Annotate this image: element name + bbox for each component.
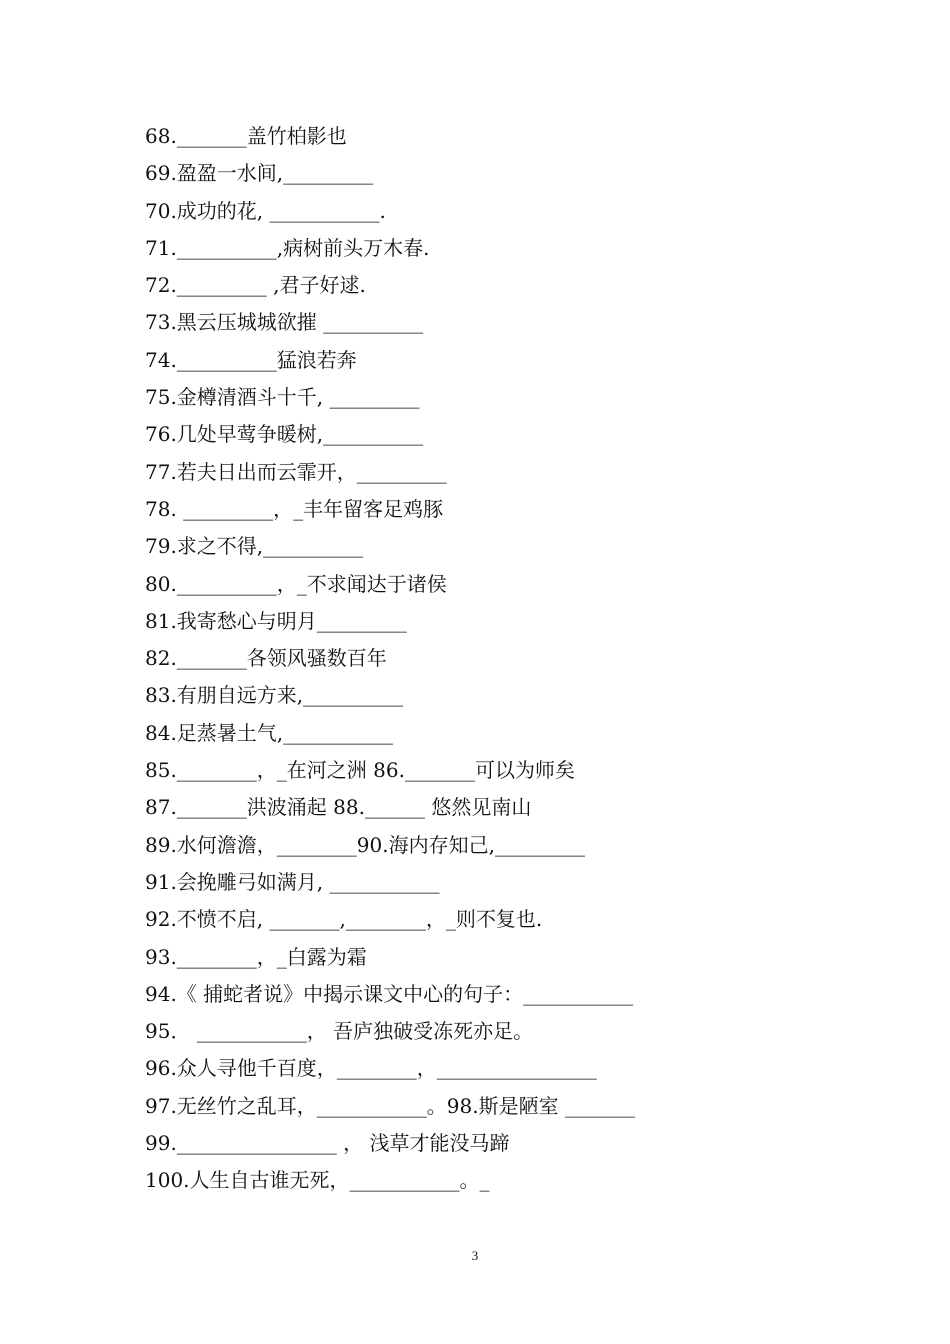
exercise-line: 74.__________猛浪若奔 — [145, 347, 357, 372]
exercise-line: 72._________ ,君子好逑. — [145, 273, 366, 298]
page-number: 3 — [471, 1248, 479, 1263]
exercise-line: 75.金樽清酒斗十千, _________ — [145, 385, 420, 410]
exercise-line: 82._______各领风骚数百年 — [145, 646, 387, 671]
exercise-line: 80.__________，_不求闻达于诸侯 — [145, 571, 447, 596]
exercise-line: 83.有朋自远方来,__________ — [145, 683, 404, 708]
exercise-line: 85.________，_在河之洲 86._______可以为师矣 — [145, 758, 575, 783]
exercise-line: 73.黑云压城城欲摧 __________ — [145, 310, 424, 335]
exercise-line: 99.________________ ， 浅草才能没马蹄 — [145, 1131, 510, 1156]
exercise-line: 95． ___________， 吾庐独破受冻死亦足。 — [145, 1019, 534, 1044]
exercise-line: 70.成功的花, ___________. — [145, 198, 386, 223]
exercise-line: 76.几处早莺争暖树,__________ — [145, 422, 424, 447]
exercise-line: 89.水何澹澹，________90.海内存知己,_________ — [145, 832, 585, 857]
exercise-line: 68._______盖竹柏影也 — [145, 124, 347, 148]
exercise-line: 77.若夫日出而云霏开，_________ — [145, 459, 447, 484]
exercise-line: 71.__________,病树前头万木春. — [145, 235, 430, 260]
exercise-line: 91.会挽雕弓如满月, ___________ — [145, 869, 440, 894]
exercise-line: 69.盈盈一水间,_________ — [145, 161, 374, 186]
exercise-line: 100.人生自古谁无死，___________。_ — [145, 1168, 490, 1193]
fill-in-exercise-list — [145, 118, 845, 1200]
exercise-line: 79.求之不得,__________ — [145, 534, 364, 559]
exercise-line: 84.足蒸暑土气,___________ — [145, 720, 394, 745]
exercise-line: 94.《 捕蛇者说》中揭示课文中心的句子：___________ — [145, 981, 634, 1006]
exercise-line: 87._______洪波涌起 88.______ 悠然见南山 — [145, 795, 532, 820]
exercise-line: 96.众人寻他千百度，________，________________ — [145, 1056, 597, 1081]
exercise-line: 93.________，_白露为霜 — [145, 944, 367, 969]
exercise-line: 97.无丝竹之乱耳，___________。98.斯是陋室 _______ — [145, 1093, 635, 1118]
exercise-line: 92.不愤不启, _______,________，_则不复也. — [145, 907, 543, 932]
exercise-line: 81.我寄愁心与明月_________ — [145, 608, 407, 633]
exercise-line: 78. _________，_丰年留客足鸡豚 — [145, 496, 444, 521]
